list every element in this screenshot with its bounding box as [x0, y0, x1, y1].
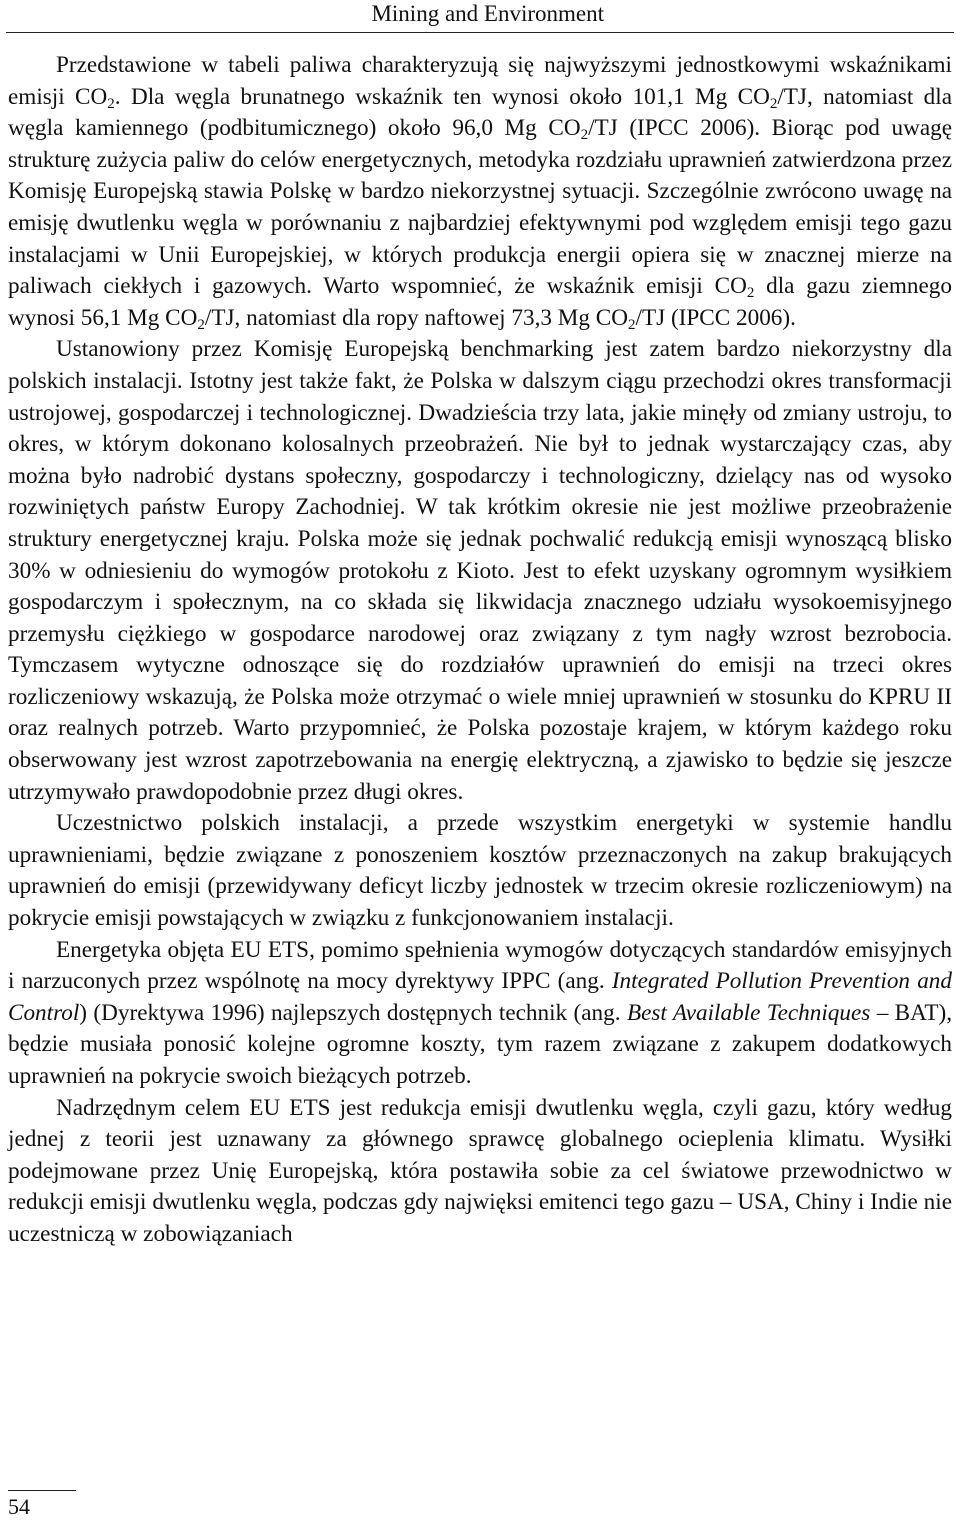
paragraph-5: Nadrzędnym celem EU ETS jest redukcja emisji dwutlenku węgla, czyli gazu, który według jednej z teorii jest uznawany za głównego sprawcę globalnego ocieplenia klimatu. Wysiłki podejmowane przez Unię Europejską, która postawiła sobie za cel światowe przewodnictwo w redukcji emisji dwutlenku węgla, podczas gdy najwięksi emitenci tego gazu – USA, Chiny i Indie nie uczestniczą w zobowiązaniach: [8, 1094, 952, 1247]
paragraph-1-text-c: /TJ, natomiast dla węgla kamiennego (podbitumicznego) około 96,0 Mg CO: [8, 83, 952, 142]
paragraph-4-text-b: ) (Dyrektywa 1996) najlepszych dostępnych technik (ang.: [79, 999, 627, 1026]
co2-subscript: 2: [107, 95, 115, 112]
paragraph-1: [8, 50, 952, 334]
paragraph-1-text-b: . Dla węgla brunatnego wskaźnik ten wynosi około 101,1 Mg CO: [114, 83, 770, 110]
co2-subscript: 2: [197, 316, 205, 333]
paragraph-4-text-c: – BAT), będzie musiała ponosić kolejne ogromne koszty, tym razem związane z zakupem dodatkowych uprawnień na pokrycie swoich bieżących potrzeb.: [8, 999, 953, 1089]
header-rule: [6, 32, 954, 33]
paragraph-1-text-g: /TJ (IPCC 2006).: [635, 304, 796, 331]
paragraph-1-text-d: /TJ (IPCC 2006). Biorąc pod uwagę strukturę zużycia paliw do celów energetycznych, metodyka rozdziału uprawnień zatwierdzona przez Komisję Europejską stawia Polskę w bardzo niekorzystnej sytuacji. Szczególnie zwrócono uwagę na emisję dwutlenku węgla w porównaniu z najbardziej efektywnymi pod względem emisji tego gazu instalacjami w Unii Europejskiej, w których produkcja energii opiera się w znacznej mierze na paliwach ciekłych i gazowych. Warto wspomnieć, że wskaźnik emisji CO: [8, 115, 953, 300]
co2-subscript: 2: [580, 127, 589, 144]
co2-subscript: 2: [769, 95, 778, 112]
page-number-rule: [8, 1490, 76, 1491]
co2-subscript: 2: [628, 316, 636, 333]
page-number: 54: [8, 1494, 30, 1519]
paragraph-4-text-a: Energetyka objęta EU ETS, pomimo spełnienia wymogów dotyczących standardów emisyjnych i narzuconych przez wspólnotę na mocy dyrektywy IPPC (ang.: [8, 936, 952, 995]
paragraph-2: Ustanowiony przez Komisję Europejską benchmarking jest zatem bardzo niekorzystny dla polskich instalacji. Istotny jest także fakt, że Polska w dalszym ciągu przechodzi okres transformacji ustrojowej, gospodarczej i technologicznej. Dwadzieścia trzy lata, jakie minęły od zmiany ustroju, to okres, w którym dokonano kolosalnych przeobrażeń. Nie był to jednak wystarczający czas, aby można było nadrobić dystans społeczny, gospodarczy i technologiczny, dzielący nas od wysoko rozwiniętych państw Europy Zachodniej. W tak krótkim okresie nie jest możliwe przeobrażenie struktury energetycznej kraju. Polska może się jednak pochwalić redukcją emisji wynoszącą blisko 30% w odniesieniu do wymogów protokołu z Kioto. Jest to efekt uzyskany ogromnym wysiłkiem gospodarczym i społecznym, na co składa się likwidacja znacznego udziału wysokoemisyjnego przemysłu ciężkiego w gospodarce narodowej oraz związany z tym nagły wzrost bezrobocia. Tymczasem wytyczne odnoszące się do rozdziałów uprawnień do emisji na trzeci okres rozliczeniowy wskazują, że Polska może otrzymać o wiele mniej uprawnień w stosunku do KPRU II oraz realnych potrzeb. Warto przypomnieć, że Polska pozostaje krajem, w którym każdego roku obserwowany jest wzrost zapotrzebowania na energię elektryczną, a zjawisko to będzie się jeszcze utrzymywało prawdopodobnie przez długi okres.: [8, 336, 952, 805]
co2-subscript: 2: [746, 285, 755, 302]
paragraph-1-text-a: Przedstawione w tabeli paliwa charakteryzują się najwyższymi jednostkowymi wskaźnikami emisji CO: [8, 52, 952, 110]
paragraph-3: Uczestnictwo polskich instalacji, a przede wszystkim energetyki w systemie handlu uprawnieniami, będzie związane z ponoszeniem kosztów przeznaczonych na zakup brakujących uprawnień do emisji (przewidywany deficyt liczby jednostek w trzecim okresie rozliczeniowym) na pokrycie emisji powstających w związku z funkcjonowaniem instalacji.: [8, 810, 952, 932]
running-header-title: Mining and Environment: [371, 1, 604, 26]
paragraph-4: [8, 935, 952, 1093]
paragraph-1-text-e: dla gazu ziemnego wynosi 56,1 Mg CO: [8, 273, 952, 331]
body-text: [8, 50, 952, 1251]
bat-term-italic: Best Available Techniques: [626, 999, 871, 1026]
ippc-term-italic: Integrated Pollution Prevention and Control: [8, 968, 952, 1026]
paragraph-1-text-f: /TJ, natomiast dla ropy naftowej 73,3 Mg CO: [204, 304, 629, 331]
